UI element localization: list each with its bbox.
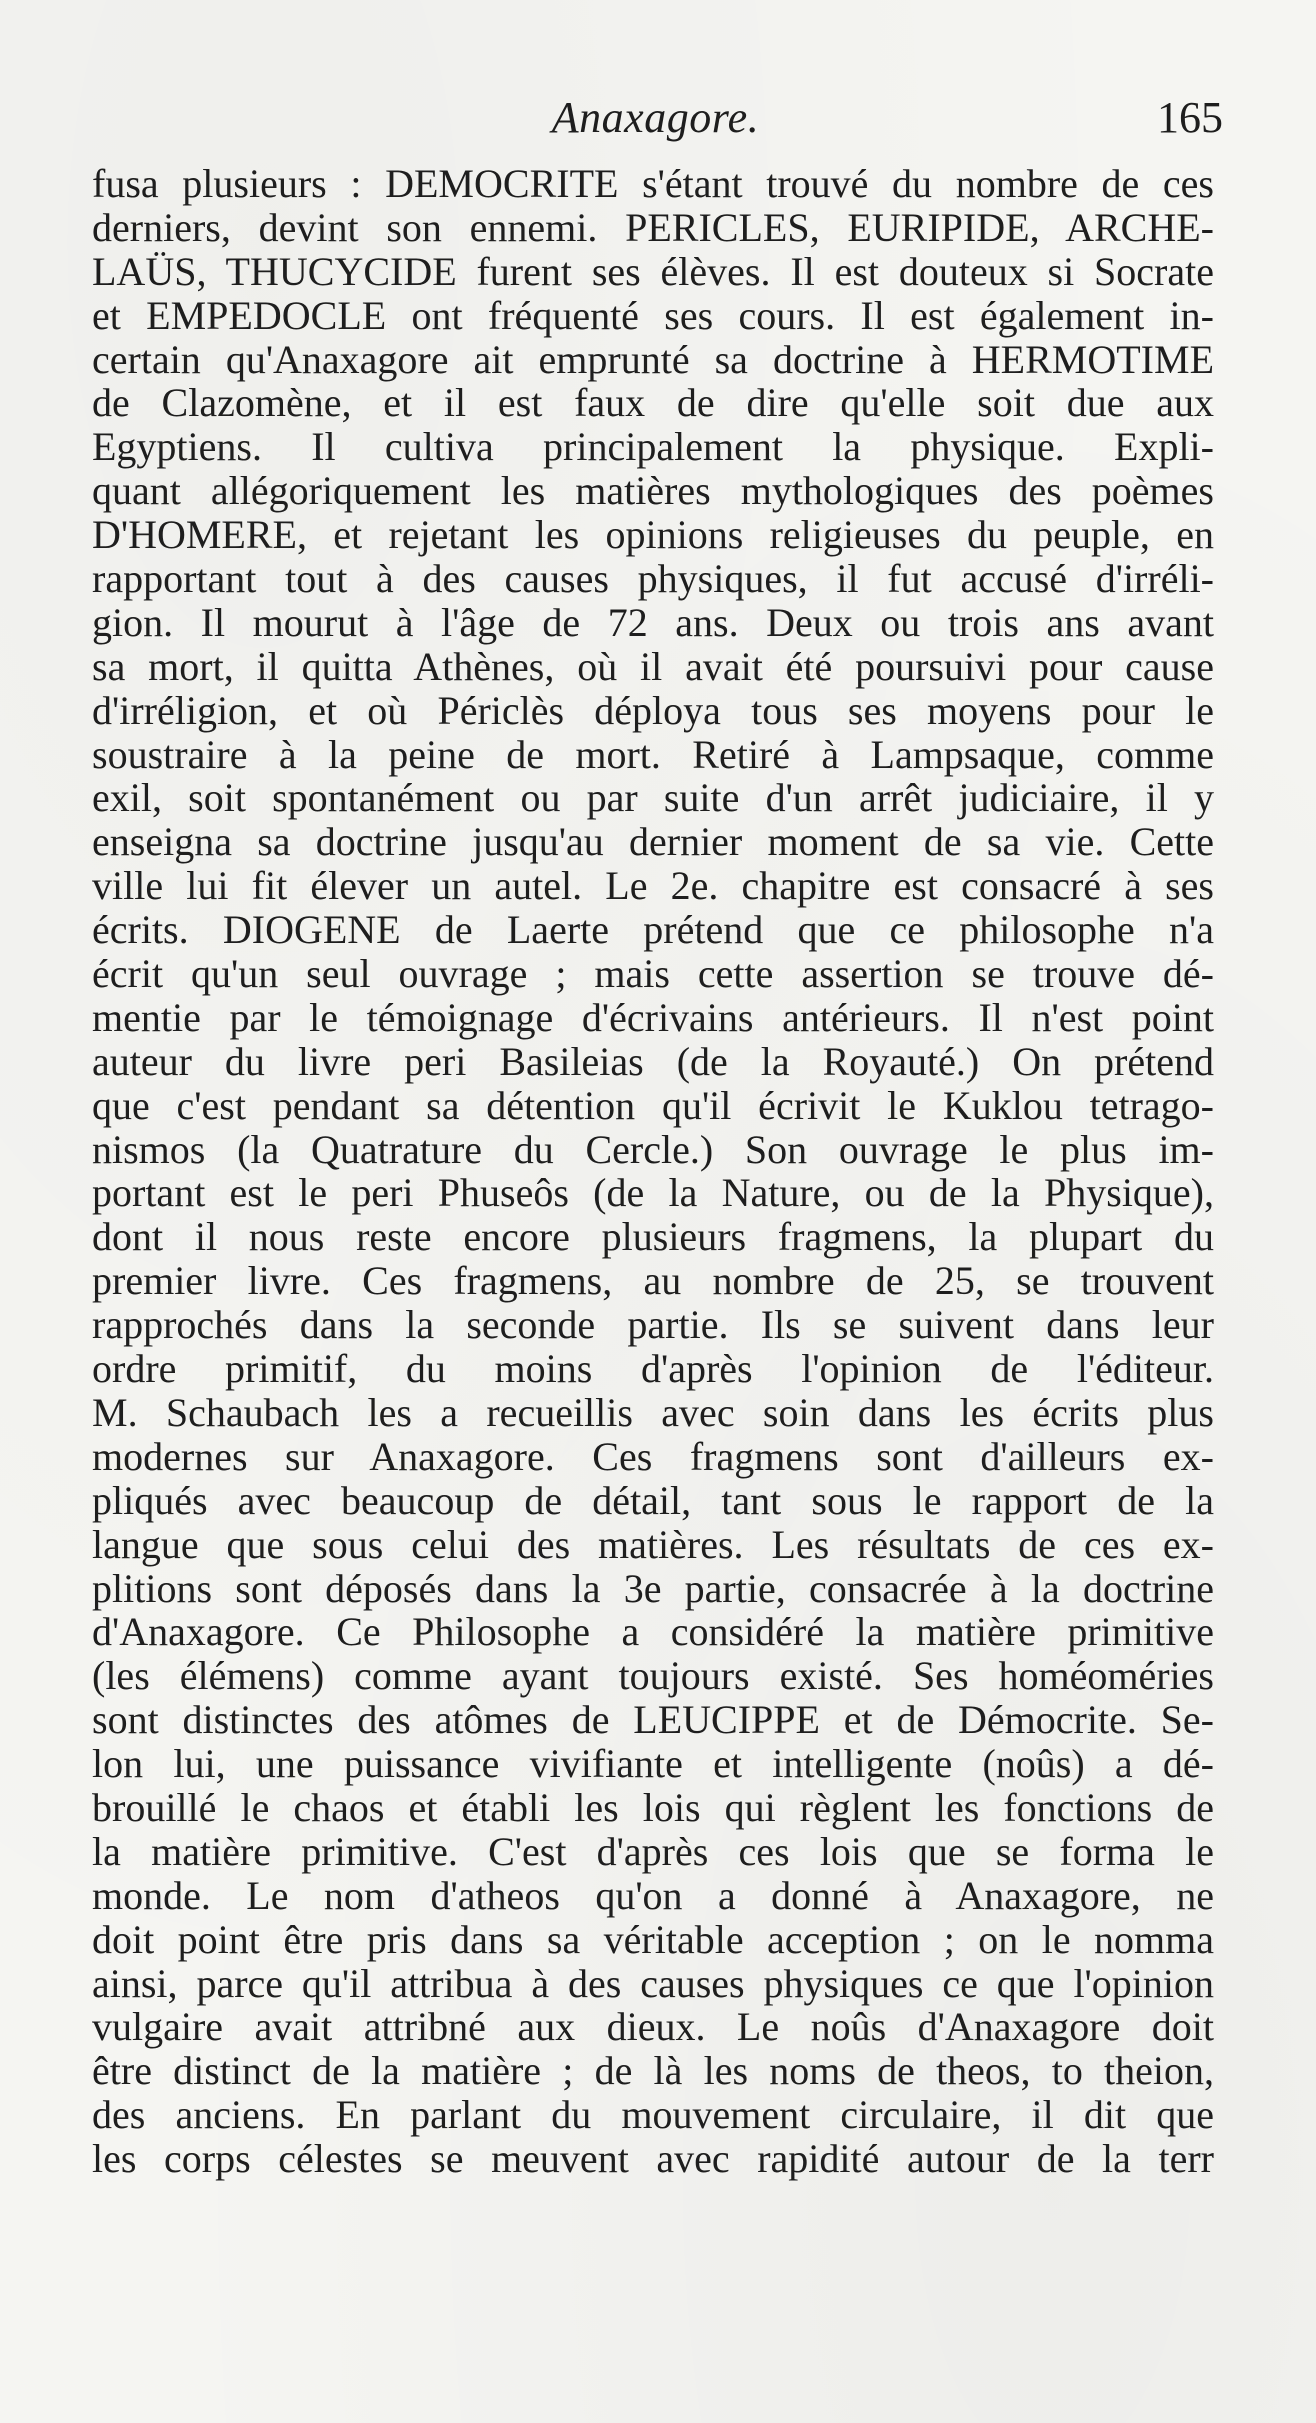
text-line: vulgaire avait attribné aux dieux. Le noûs d'Anaxagore doit	[92, 2004, 1214, 2050]
text-line: derniers, devint son ennemi. PERICLES, EURIPIDE, ARCHE-	[92, 204, 1214, 250]
text-line: modernes sur Anaxagore. Ces fragmens sont d'ailleurs ex-	[92, 1433, 1214, 1479]
text-line: enseigna sa doctrine jusqu'au dernier moment de sa vie. Cette	[92, 819, 1214, 865]
text-line: des anciens. En parlant du mouvement circulaire, il dit que	[92, 2092, 1214, 2138]
text-line: certain qu'Anaxagore ait emprunté sa doctrine à HERMOTIME	[92, 336, 1214, 382]
text-line: et EMPEDOCLE ont fréquenté ses cours. Il est également in-	[92, 292, 1214, 338]
text-line: doit point être pris dans sa véritable acception ; on le nomma	[92, 1916, 1214, 1962]
running-title: Anaxagore.	[551, 93, 760, 142]
text-line: pliqués avec beaucoup de détail, tant sous le rapport de la	[92, 1477, 1214, 1523]
text-line: soustraire à la peine de mort. Retiré à Lampsaque, comme	[92, 731, 1214, 777]
text-line: ordre primitif, du moins d'après l'opinion de l'éditeur.	[92, 1346, 1214, 1392]
text-line: que c'est pendant sa détention qu'il écrivit le Kuklou tetrago-	[92, 1082, 1214, 1128]
text-line: rapportant tout à des causes physiques, il fut accusé d'irréli-	[92, 556, 1214, 602]
text-line: auteur du livre peri Basileias (de la Royauté.) On prétend	[92, 1038, 1214, 1084]
text-line: M. Schaubach les a recueillis avec soin dans les écrits plus	[92, 1389, 1214, 1435]
page-header	[88, 88, 1223, 148]
text-line: premier livre. Ces fragmens, au nombre de 25, se trouvent	[92, 1258, 1214, 1304]
text-line: portant est le peri Phuseôs (de la Nature, ou de la Physique),	[92, 1170, 1214, 1216]
text-line: d'Anaxagore. Ce Philosophe a considéré la matière primitive	[92, 1609, 1214, 1655]
text-line: plitions sont déposés dans la 3e partie, consacrée à la doctrine	[92, 1565, 1214, 1611]
text-line: fusa plusieurs : DEMOCRITE s'étant trouvé du nombre de ces	[92, 161, 1214, 206]
text-line: Egyptiens. Il cultiva principalement la physique. Expli-	[92, 424, 1214, 470]
text-line: la matière primitive. C'est d'après ces lois que se forma le	[92, 1828, 1214, 1874]
text-line: brouillé le chaos et établi les lois qui règlent les fonctions de	[92, 1784, 1214, 1830]
text-line: lon lui, une puissance vivifiante et intelligente (noûs) a dé-	[92, 1741, 1214, 1787]
text-line: sa mort, il quitta Athènes, où il avait été poursuivi pour cause	[92, 643, 1214, 689]
text-line: être distinct de la matière ; de là les noms de theos, to theion,	[92, 2048, 1214, 2094]
text-line: quant allégoriquement les matières mythologiques des poèmes	[92, 468, 1214, 514]
text-line: les corps célestes se meuvent avec rapidité autour de la terr	[92, 2136, 1214, 2182]
text-line: mentie par le témoignage d'écrivains antérieurs. Il n'est point	[92, 994, 1214, 1040]
text-line: ainsi, parce qu'il attribua à des causes physiques ce que l'opinion	[92, 1960, 1214, 2006]
text-line: d'irréligion, et où Périclès déploya tous ses moyens pour le	[92, 687, 1214, 733]
text-line: (les élémens) comme ayant toujours existé. Ses homéoméries	[92, 1653, 1214, 1699]
text-line: D'HOMERE, et rejetant les opinions religieuses du peuple, en	[92, 512, 1214, 558]
text-line: gion. Il mourut à l'âge de 72 ans. Deux ou trois ans avant	[92, 599, 1214, 645]
page-number: 165	[1157, 93, 1223, 142]
text-line: écrits. DIOGENE de Laerte prétend que ce philosophe n'a	[92, 907, 1214, 953]
text-line: monde. Le nom d'atheos qu'on a donné à Anaxagore, ne	[92, 1872, 1214, 1918]
text-line: dont il nous reste encore plusieurs fragmens, la plupart du	[92, 1214, 1214, 1260]
text-line: ville lui fit élever un autel. Le 2e. chapitre est consacré à ses	[92, 863, 1214, 909]
text-line: rapprochés dans la seconde partie. Ils se suivent dans leur	[92, 1302, 1214, 1348]
text-line: exil, soit spontanément ou par suite d'un arrêt judiciaire, il y	[92, 775, 1214, 821]
text-line: de Clazomène, et il est faux de dire qu'elle soit due aux	[92, 380, 1214, 426]
text-line: écrit qu'un seul ouvrage ; mais cette assertion se trouve dé-	[92, 951, 1214, 997]
text-line: nismos (la Quatrature du Cercle.) Son ouvrage le plus im-	[92, 1126, 1214, 1172]
text-line: langue que sous celui des matières. Les résultats de ces ex-	[92, 1521, 1214, 1567]
body-paragraph	[92, 162, 1214, 2181]
text-line: sont distinctes des atômes de LEUCIPPE et de Démocrite. Se-	[92, 1697, 1214, 1743]
text-line: LAÜS, THUCYCIDE furent ses élèves. Il est douteux si Socrate	[92, 248, 1214, 294]
